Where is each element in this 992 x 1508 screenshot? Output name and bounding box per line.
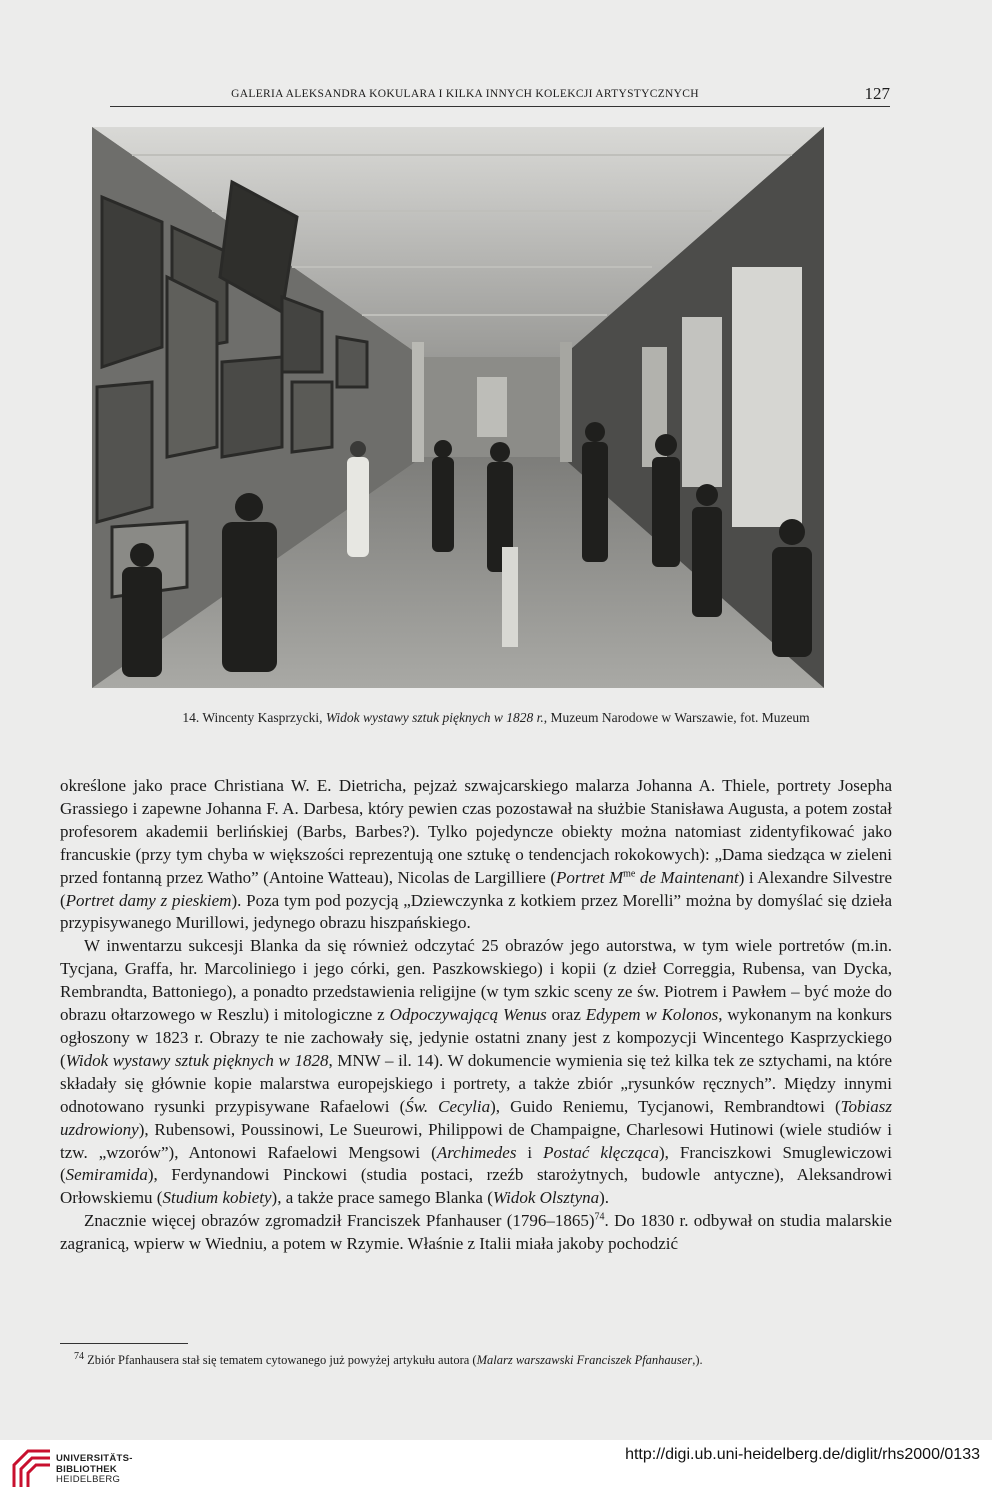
text-run: ). Poza tym pod pozycją „Dziewczynka z kotkiem przez Morelli” można by domyślać się dzieła przypisywanego Murillowi, jedynego obrazu hiszpańskiego. bbox=[60, 890, 893, 933]
text-run: , wykonanym na konkurs ogłoszony w 1823 r. Obrazy te nie zachowały się, jedynie ostatni znany jest z kompozycji Wincentego Kasprzyckiego ( bbox=[60, 1005, 892, 1070]
text-run: , MNW – il. 14). W dokumencie wymienia się też kilka tek ze sztychami, na które składały się głównie kopie malarstwa europejskiego i portrety, a także zbiór „rysunków ręcznych”. Między innymi odnotowano rysunki przypisywane Rafaelowi ( bbox=[60, 1050, 892, 1116]
footnote-end: ,). bbox=[692, 1353, 703, 1367]
library-name bbox=[56, 1454, 133, 1486]
running-head-title: GALERIA ALEKSANDRA KOKULARA I KILKA INNYCH KOLEKCJI ARTYSTYCZNYCH bbox=[231, 88, 699, 100]
caption-title: Widok wystawy sztuk pięknych w 1828 r. bbox=[325, 710, 544, 725]
footnote-ref: 74 bbox=[594, 1211, 605, 1223]
superscript: me bbox=[623, 867, 636, 879]
library-name-line2: BIBLIOTHEK bbox=[56, 1463, 118, 1475]
text-run: Znacznie więcej obrazów zgromadził Franciszek Pfanhauser (1796–1865) bbox=[84, 1211, 595, 1231]
italic-run: Portret damy z pieskiem bbox=[65, 890, 232, 910]
text-run: ). bbox=[599, 1188, 610, 1208]
italic-run: Tobiasz uzdrowiony bbox=[60, 1096, 892, 1139]
running-head bbox=[110, 84, 890, 107]
text-run: ), Ferdynandowi Pinckowi (studia postaci, rzeźb starożytnych, budowle antyczne), Aleksandrowi Orłowskiemu ( bbox=[60, 1165, 892, 1208]
italic-run: de Maintenant bbox=[635, 867, 739, 887]
footnote-italic: Malarz warszawski Franciszek Pfanhauser bbox=[476, 1353, 693, 1367]
italic-run: Widok wystawy sztuk pięknych w 1828 bbox=[65, 1050, 329, 1070]
text-run: i bbox=[516, 1142, 544, 1162]
university-library-logo-icon bbox=[10, 1447, 54, 1491]
italic-run: Postać klęcząca bbox=[543, 1142, 659, 1162]
text-run: ), a także prace samego Blanka ( bbox=[271, 1188, 493, 1208]
italic-run: Portret M bbox=[556, 867, 624, 887]
italic-run: Studium kobiety bbox=[162, 1188, 272, 1208]
text-run: ), Guido Reniemu, Tycjanowi, Rembrandtowi ( bbox=[490, 1096, 841, 1116]
paragraph-2 bbox=[60, 935, 892, 1210]
exhibition-hall-illustration bbox=[92, 127, 824, 688]
body-text bbox=[60, 775, 892, 1256]
footnote bbox=[60, 1352, 892, 1368]
italic-run: Widok Olsztyna bbox=[492, 1188, 600, 1208]
footnote-text: Zbiór Pfanhausera stał się tematem cytowanego już powyżej artykułu autora ( bbox=[84, 1353, 477, 1367]
paragraph-1 bbox=[60, 775, 892, 935]
page-number: 127 bbox=[864, 84, 890, 103]
italic-run: Edypem w Kolonos bbox=[585, 1005, 719, 1025]
caption-suffix: , Muzeum Narodowe w Warszawie, fot. Muzeum bbox=[543, 710, 810, 725]
library-name-line1: UNIVERSITÄTS- bbox=[56, 1453, 133, 1464]
paragraph-3 bbox=[60, 1210, 892, 1256]
italic-run: Św. Cecylia bbox=[405, 1096, 491, 1116]
library-name-line3: HEIDELBERG bbox=[56, 1474, 121, 1485]
text-run: ) i Alexandre Silvestre ( bbox=[60, 867, 892, 910]
text-run: oraz bbox=[546, 1005, 586, 1025]
italic-run: Semiramida bbox=[65, 1165, 148, 1185]
text-run: określone jako prace Christiana W. E. Dietricha, pejzaż szwajcarskiego malarza Johanna A. Thiele, portrety Josepha Grassiego i zapewne Johanna F. A. Darbesa, który pewien czas pozostawał na służbie Stanisława Augusta, a potem został profesorem akademii berlińskiej (Barbs, Barbes?). Tylko pojedyncze obiekty można natomiast zidentyfikować jako francuskie (przy tym chyba w większości reprezentują one sztukę o tendencjach rokokowych): „Dama siedząca w zieleni przed fontanną przez Watho” (Antoine Watteau), Nicolas de Largilliere ( bbox=[60, 776, 892, 887]
figure-caption bbox=[60, 710, 932, 726]
gallery-painting-photo bbox=[92, 127, 824, 688]
italic-run: Archimedes bbox=[436, 1142, 517, 1162]
text-run: . Do 1830 r. odbywał on studia malarskie zagranicą, wpierw w Wiedniu, a potem w Rzymie. Właśnie z Italii miała jakoby pochodzić bbox=[60, 1211, 892, 1254]
caption-prefix: 14. Wincenty Kasprzycki, bbox=[182, 710, 326, 725]
italic-run: Odpoczywającą Wenus bbox=[389, 1005, 547, 1025]
text-run: W inwentarzu sukcesji Blanka da się również odczytać 25 obrazów jego autorstwa, w tym wiele portretów (m.in. Tycjana, Graffa, hr. Marcoliniego i jego córki, gen. Paszkowskiego) i kopii (z dzieł Correggia, Rubensa, van Dycka, Rembrandta, Battoniego), a ponadto przedstawienia religijne (w tym szkic sceny ze św. Piotrem i Pawłem – być może do obrazu ołtarzowego w Reszlu) i mitologiczne z bbox=[60, 936, 892, 1025]
footnote-divider bbox=[60, 1343, 188, 1344]
text-run: ), Franciszkowi Smuglewiczowi ( bbox=[60, 1142, 892, 1185]
text-run: ), Rubensowi, Poussinowi, Le Sueurowi, Philippowi de Champaigne, Charlesowi Hutinowi (wiele studiów i tzw. „wzorów”), Antonowi Rafaelowi Mengsowi ( bbox=[60, 1119, 892, 1162]
source-url-link[interactable]: http://digi.ub.uni-heidelberg.de/diglit/rhs2000/0133 bbox=[625, 1446, 980, 1463]
footnote-number: 74 bbox=[74, 1350, 84, 1362]
